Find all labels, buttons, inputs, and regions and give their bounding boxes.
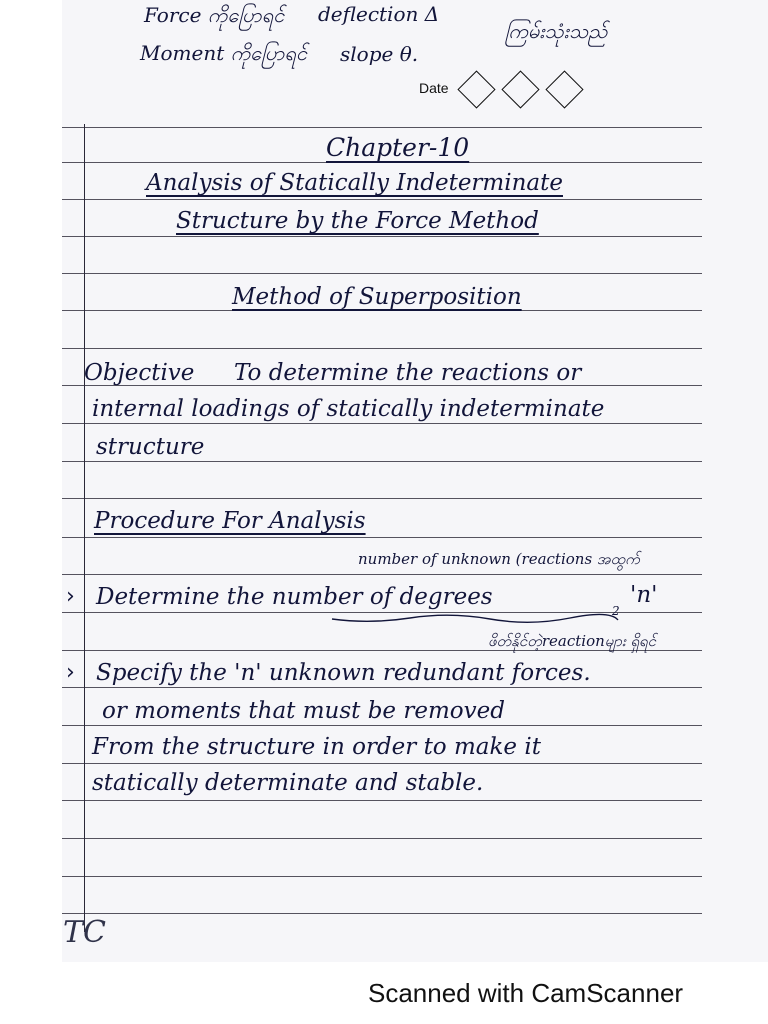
rule-line (62, 763, 702, 764)
rule-line (62, 725, 702, 726)
rule-line (62, 199, 702, 200)
rule-line (62, 127, 702, 128)
objective-line3: structure (96, 434, 205, 460)
rule-line (62, 273, 702, 274)
objective-label: Objective (84, 360, 195, 386)
step1-subscript: 2 (612, 604, 620, 618)
step1-n: 'n' (630, 582, 658, 608)
date-label: Date (419, 80, 449, 96)
rule-line (62, 310, 702, 311)
chapter-title: Chapter-10 (326, 133, 470, 162)
rule-line (62, 913, 702, 914)
rule-line (62, 537, 702, 538)
step2-line3: From the structure in order to make it (92, 734, 541, 760)
title-line1: Analysis of Statically Indeterminate (146, 170, 563, 196)
step2-line4: statically determinate and stable. (92, 770, 484, 796)
procedure-note: number of unknown (reactions အထွက် (358, 550, 640, 568)
procedure-heading: Procedure For Analysis (94, 508, 366, 534)
note-burmese: ကြမ်းသုံးသည် (505, 19, 608, 43)
objective-line2: internal loadings of statically indeterminate (92, 396, 605, 422)
bullet-arrow-icon: › (66, 660, 75, 685)
note-moment: Moment ကိုပြောရင် (140, 41, 307, 65)
rule-line (62, 236, 702, 237)
rule-line (62, 876, 702, 877)
note-deflection: deflection Δ (318, 2, 440, 26)
signature: TC (63, 915, 106, 950)
rule-line (62, 461, 702, 462)
rule-line (62, 423, 702, 424)
camscanner-footer: Scanned with CamScanner (368, 978, 684, 1008)
note-force: Force ကိုပြောရင် (144, 3, 285, 27)
underline-wave (330, 612, 620, 626)
rule-line (62, 838, 702, 839)
rule-line (62, 498, 702, 499)
note-slope: slope θ. (340, 42, 419, 66)
margin-line (84, 124, 85, 932)
rule-line (62, 687, 702, 688)
bullet-arrow-icon: › (66, 584, 75, 609)
section-title: Method of Superposition (232, 284, 522, 310)
rule-line (62, 348, 702, 349)
objective-text: To determine the reactions or (234, 360, 582, 386)
step1-text: Determine the number of degrees (96, 584, 493, 610)
step2-line2: or moments that must be removed (102, 698, 505, 724)
rule-line (62, 162, 702, 163)
rule-line (62, 574, 702, 575)
title-line2: Structure by the Force Method (176, 208, 539, 234)
step2-line1: Specify the 'n' unknown redundant forces. (96, 660, 591, 686)
step2-note: ဖိတ်နိုင်တဲ့reactionများ ရှိရင် (488, 632, 656, 650)
rule-line (62, 800, 702, 801)
